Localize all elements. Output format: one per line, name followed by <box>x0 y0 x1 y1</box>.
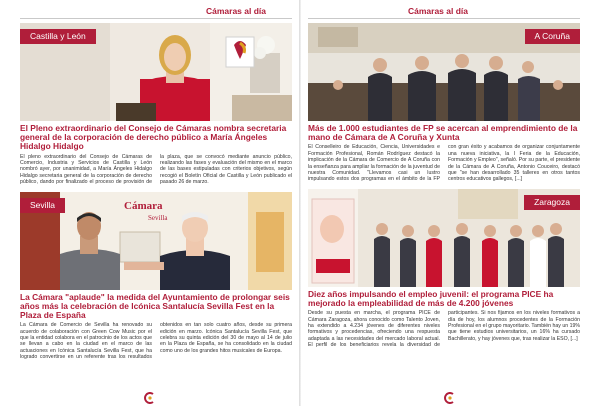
article-body: Desde su puesta en marcha, el programa PICE de Cámara Zaragoza, ahora conocido como Talento Joven, ha extendido a 4.234 jóvenes de diferentes niveles formativos y procedencias, ofreciendo una respuesta adaptada a las necesidades del mercado laboral actual. El perfil de los beneficiarios revela la diversidad de participantes. Si nos fijamos en los niveles formativos a día de hoy, los alumnos procedentes de la Formación Profesional en el grupo mayoritario. También hay un 19% que tiene estudios universitarios, un 16% ha cursado Bachillerato, y hay jóvenes que, tras realizar la ESO, [...] <box>308 310 580 349</box>
article-sevilla <box>20 192 292 361</box>
article-photo <box>308 23 580 121</box>
article-castilla-leon <box>20 23 292 186</box>
region-tag: Sevilla <box>20 198 65 213</box>
running-head-text: Cámaras al día <box>205 6 266 16</box>
article-zaragoza <box>308 189 580 349</box>
article-photo <box>20 23 292 121</box>
article-body: El Conselleiro de Educación, Ciencia, Universidades e Formación Profesional, Román Rodríguez destacó la implicación de la Cámara de Comercio de A Coruña con la enseñanza para ampliar la formación de la juventud de nuestra Comunidad. "Llevamos casi un lustro impulsando estos dos programas en el ámbito de la FP con gran éxito y acabamos de organizar conjuntamente una nueva iniciativa, la I Feria de la Educación, Formación y Empleo", señaló. Por su parte, el presidente de la Cámara de A Coruña, Antonio Couceiro, destacó que "se han desarrollado 35 talleres en otros tantos centros educativos gallegos, [...] <box>308 144 580 183</box>
footer-logo-right <box>300 392 600 402</box>
right-page <box>300 0 600 406</box>
region-tag: A Coruña <box>525 29 580 44</box>
article-photo <box>308 189 580 287</box>
article-body: El pleno extraordinario del Consejo de Cámaras de Comercio, Industria y Servicios de Castilla y León nombró ayer, por unanimidad, a María Ángeles Hidalgo Hidalgo secretaria general de la corporación de derecho público, dando por finalizado el proceso de provisión de la plaza, que se convocó mediante anuncio público, realizando las fases y evaluación del mismo en el marco de las bases estipuladas con criterios objetivos, según recogió el Boletín Oficial de Castilla y León publicado el pasado 26 de marzo. <box>20 153 292 186</box>
region-tag: Zaragoza <box>524 195 580 210</box>
region-tag: Castilla y León <box>20 29 96 44</box>
article-a-coruna <box>308 23 580 183</box>
camaras-logo-icon <box>144 392 156 404</box>
article-body: La Cámara de Comercio de Sevilla ha renovado su acuerdo de colaboración con Green Cow Music por el que la entidad colabora en el patrocinio de los actos que se llevan a cabo en la ciudad en el marco de las actuaciones en Icónica Santalucía Sevilla Fest, que ha logrado convertirse en un referente tras los resultados obtenidos en tan solo cuatro años, desde su primera edición en marzo. Icónica Santalucía Sevilla Fest, que celebra su quinta edición del 30 de mayo al 14 de julio en la Plaza de España, se ha consolidado en la ciudad como uno de los grandes hitos musicales de Europa. <box>20 322 292 361</box>
running-head-left <box>20 0 292 19</box>
article-photo <box>20 192 292 290</box>
footer-logo-left <box>0 392 300 402</box>
article-headline: Diez años impulsando el empleo juvenil: el programa PICE ha mejorado la empleabilidad de más de 4.200 jóvenes <box>308 288 554 309</box>
running-head-text: Cámaras al día <box>408 6 469 16</box>
article-headline: La Cámara "aplaude" la medida del Ayuntamiento de prolongar seis años más la celebración de Icónica Santalucía Sevilla Fest en la Plaza de España <box>20 291 290 321</box>
sevilla-sign-sub: Sevilla <box>148 213 168 222</box>
sevilla-sign-main: Cámara <box>124 199 163 212</box>
article-headline: Más de 1.000 estudiantes de FP se acercan al emprendimiento de la mano de Cámara de A Coruña y Xunta <box>308 123 578 143</box>
camaras-logo-icon <box>444 392 456 404</box>
article-headline: El Pleno extraordinario del Consejo de Cámaras nombra secretaria general de la corporación de derecho público a María Ángeles Hidalgo Hidalgo <box>20 123 287 152</box>
running-head-right <box>308 0 580 19</box>
